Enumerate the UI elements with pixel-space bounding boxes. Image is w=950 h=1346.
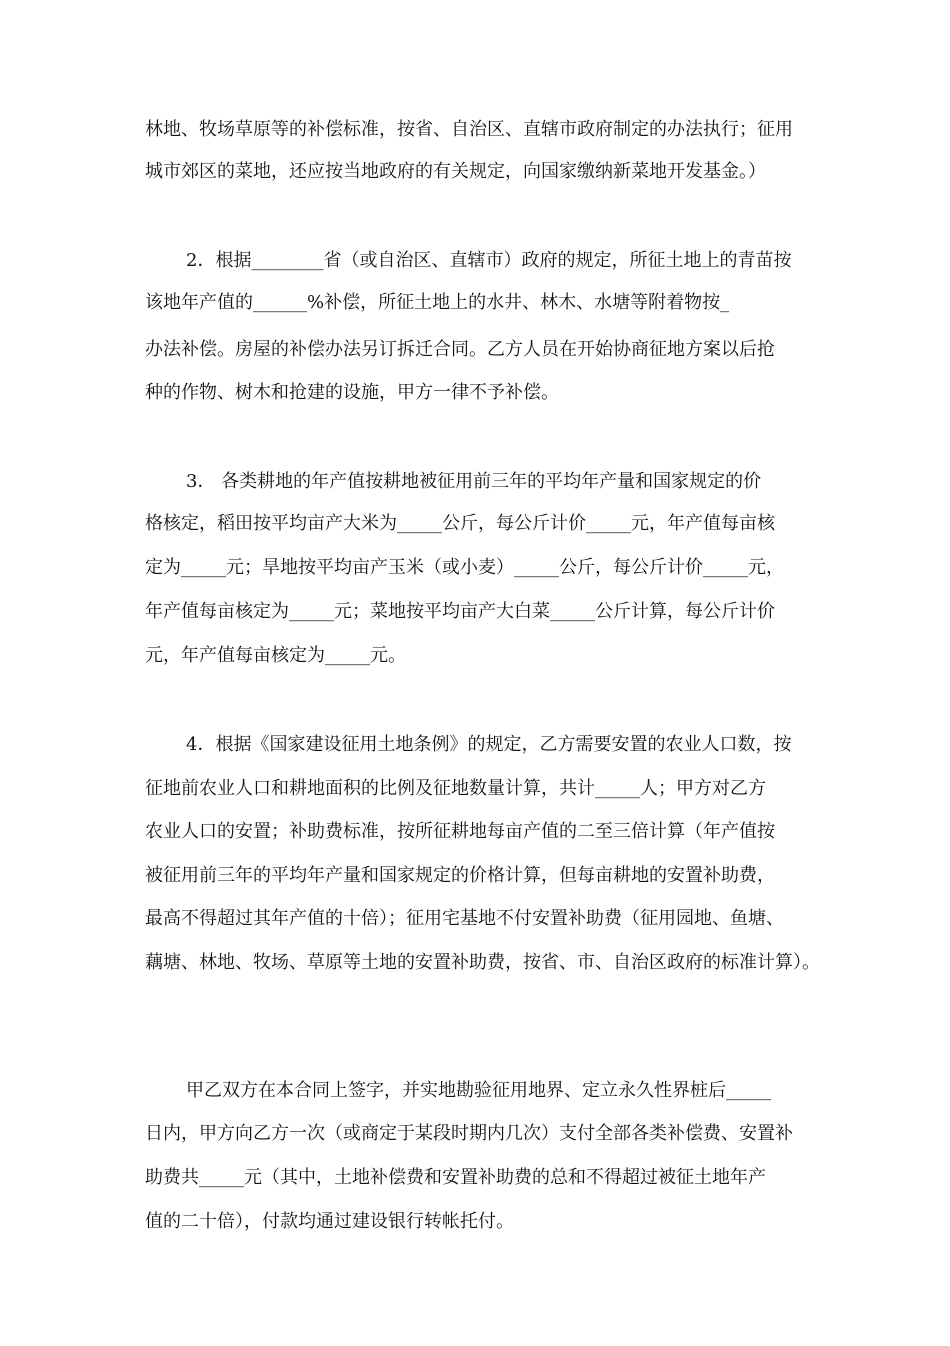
text-line: 最高不得超过其年产值的十倍）；征用宅基地不付安置补助费（征用园地、鱼塘、 — [145, 908, 784, 929]
text-line: 藕塘、林地、牧场、草原等土地的安置补助费，按省、市、自治区政府的标准计算）。 — [145, 952, 820, 973]
text-line: 农业人口的安置；补助费标准，按所征耕地每亩产值的二至三倍计算（年产值按 — [145, 821, 775, 842]
text-line: 元，年产值每亩核定为_____元。 — [145, 645, 406, 666]
text-line: 办法补偿。房屋的补偿办法另订拆迁合同。乙方人员在开始协商征地方案以后抢 — [145, 339, 775, 360]
text-line: 该地年产值的______%补偿，所征土地上的水井、林木、水塘等附着物按_ — [145, 292, 730, 313]
text-line: 助费共_____元（其中，土地补偿费和安置补助费的总和不得超过被征土地年产 — [145, 1167, 766, 1188]
text-line: 城市郊区的菜地，还应按当地政府的有关规定，向国家缴纳新菜地开发基金。） — [145, 161, 766, 182]
text-line: 3． 各类耕地的年产值按耕地被征用前三年的平均年产量和国家规定的价 — [186, 471, 762, 492]
text-line: 值的二十倍），付款均通过建设银行转帐托付。 — [145, 1211, 514, 1232]
text-line: 格核定，稻田按平均亩产大米为_____公斤，每公斤计价_____元，年产值每亩核 — [145, 513, 775, 534]
text-line: 林地、牧场草原等的补偿标准，按省、自治区、直辖市政府制定的办法执行；征用 — [145, 119, 793, 140]
text-line: 甲乙双方在本合同上签字，并实地勘验征用地界、定立永久性界桩后_____ — [186, 1080, 771, 1101]
text-line: 征地前农业人口和耕地面积的比例及征地数量计算，共计_____人；甲方对乙方 — [145, 778, 766, 799]
text-line: 2．根据________省（或自治区、直辖市）政府的规定，所征土地上的青苗按 — [186, 250, 792, 271]
text-line: 被征用前三年的平均年产量和国家规定的价格计算，但每亩耕地的安置补助费， — [145, 865, 775, 886]
text-line: 年产值每亩核定为_____元；菜地按平均亩产大白菜_____公斤计算，每公斤计价 — [145, 601, 775, 622]
text-line: 4．根据《国家建设征用土地条例》的规定，乙方需要安置的农业人口数，按 — [186, 734, 792, 755]
text-line: 定为_____元；旱地按平均亩产玉米（或小麦）_____公斤，每公斤计价_____元， — [145, 557, 784, 578]
text-line: 种的作物、树木和抢建的设施，甲方一律不予补偿。 — [145, 382, 559, 403]
text-line: 日内，甲方向乙方一次（或商定于某段时期内几次）支付全部各类补偿费、安置补 — [145, 1123, 793, 1144]
